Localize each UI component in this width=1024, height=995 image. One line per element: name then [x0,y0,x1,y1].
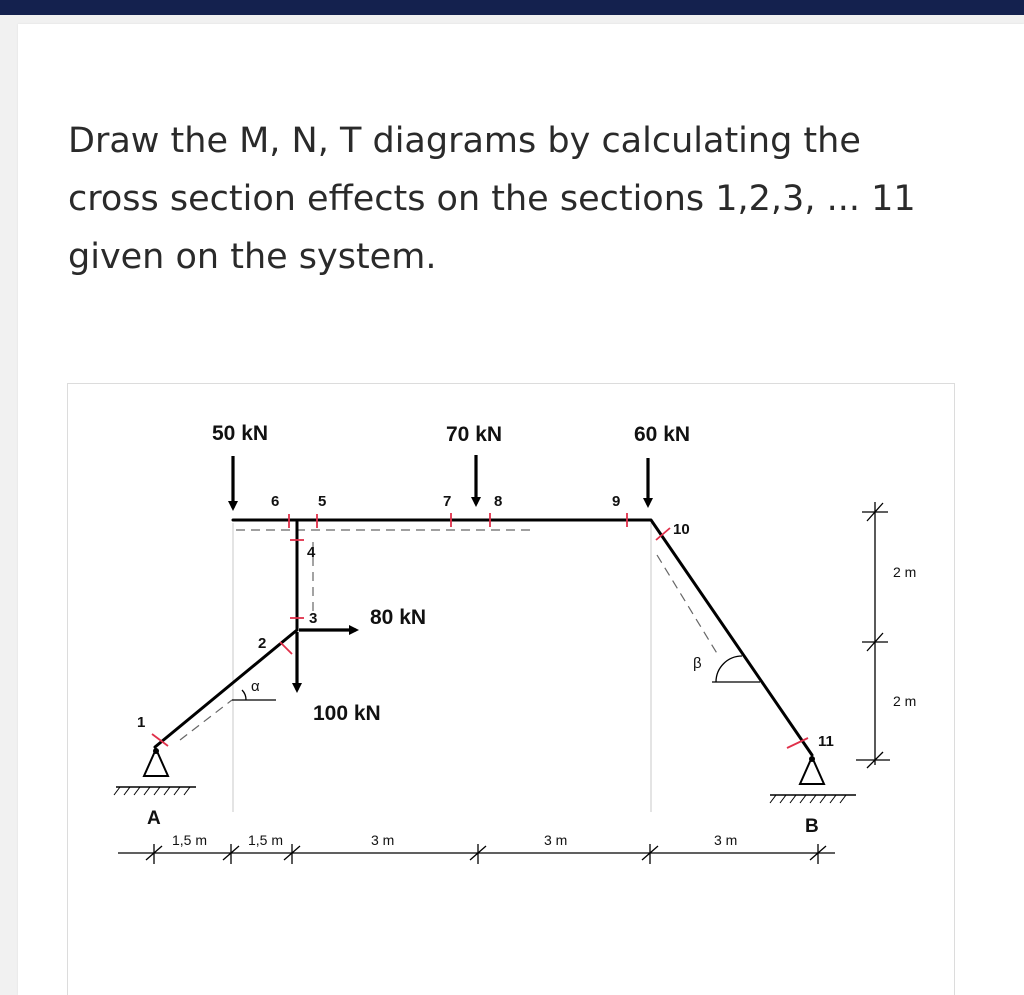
load-arrows [233,455,648,690]
vertical-dimension-line [856,502,890,768]
section-label-10: 10 [673,521,690,538]
frame-members [155,520,812,755]
inclined-member-left [155,630,297,747]
question-line-3: given on the system. [68,237,437,277]
load-50-label: 50 kN [212,422,269,445]
dimension-label-2: 1,5 m [248,832,284,848]
dimension-label-1: 1,5 m [172,832,208,848]
load-100-label: 100 kN [313,702,381,725]
section-label-7: 7 [443,493,452,510]
section-label-8: 8 [494,493,503,510]
dimension-label-5: 3 m [714,832,738,848]
section-label-9: 9 [612,493,621,510]
load-60-label: 60 kN [634,423,691,446]
dimension-label-h1: 2 m [893,564,917,580]
question-line-1: Draw the M, N, T diagrams by calculating the [68,121,861,161]
section-label-3: 3 [309,610,318,627]
section-label-11: 11 [818,733,834,750]
support-b [770,756,856,803]
support-a-label: A [147,808,161,829]
angle-alpha-label: α [251,678,260,695]
question-line-2: cross section effects on the sections 1,2,3, ... 11 [68,179,916,219]
section-label-1: 1 [137,714,146,731]
angle-arcs [232,656,760,700]
dimension-label-4: 3 m [544,832,568,848]
section-label-5: 5 [318,493,327,510]
dimension-label-h2: 2 m [893,693,917,709]
section-label-2: 2 [258,635,267,652]
section-label-4: 4 [307,544,316,561]
load-80-label: 80 kN [370,606,427,629]
section-label-6: 6 [271,493,280,510]
section-marks [152,513,808,748]
support-a [114,748,196,795]
angle-beta-label: β [693,655,702,672]
dimension-label-3: 3 m [371,832,395,848]
load-70-label: 70 kN [446,423,503,446]
support-b-label: B [805,816,819,837]
